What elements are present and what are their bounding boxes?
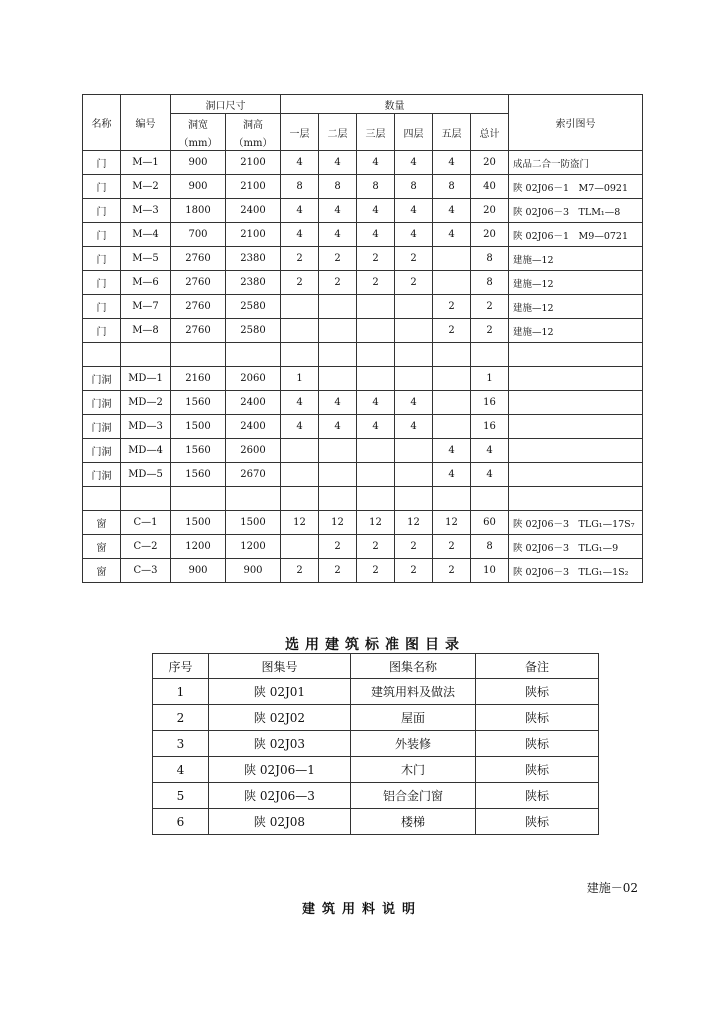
cell-w <box>171 487 226 511</box>
cell-w: 2760 <box>171 319 226 343</box>
cell-name: 门 <box>83 247 121 271</box>
table-row <box>83 199 643 223</box>
header-name: 名称 <box>83 95 121 151</box>
cell-total: 20 <box>471 199 509 223</box>
cell-f1 <box>281 295 319 319</box>
cell-f1: 4 <box>281 199 319 223</box>
cell-f5: 2 <box>433 535 471 559</box>
cell-f5 <box>433 487 471 511</box>
cell-code: C—3 <box>121 559 171 583</box>
cell-no: 4 <box>153 757 209 783</box>
cell-name <box>83 487 121 511</box>
cell-f1: 4 <box>281 151 319 175</box>
cell-total: 2 <box>471 295 509 319</box>
cell-h: 2580 <box>226 295 281 319</box>
cell-f2 <box>319 439 357 463</box>
cell-f3 <box>357 343 395 367</box>
cell-no: 1 <box>153 679 209 705</box>
cell-name: 窗 <box>83 535 121 559</box>
cell-f2 <box>319 367 357 391</box>
header-remark: 备注 <box>476 654 599 679</box>
table-row <box>153 731 599 757</box>
cell-h: 2580 <box>226 319 281 343</box>
cell-ref: 陕 02J06－3 TLG₁—17S₇ <box>509 511 643 535</box>
cell-w: 1560 <box>171 463 226 487</box>
standards-table-body <box>153 679 599 835</box>
cell-f2: 2 <box>319 559 357 583</box>
cell-h: 1500 <box>226 511 281 535</box>
cell-name: 门 <box>83 223 121 247</box>
cell-f3 <box>357 367 395 391</box>
table-row <box>83 511 643 535</box>
table-row <box>83 271 643 295</box>
cell-name: 窗 <box>83 559 121 583</box>
cell-h: 2060 <box>226 367 281 391</box>
cell-h <box>226 343 281 367</box>
header-floor2: 二层 <box>319 114 357 151</box>
cell-h: 2400 <box>226 391 281 415</box>
header-floor4: 四层 <box>395 114 433 151</box>
cell-code: MD—5 <box>121 463 171 487</box>
cell-f4 <box>395 487 433 511</box>
cell-remark: 陕标 <box>476 731 599 757</box>
cell-atlas-name: 外装修 <box>351 731 476 757</box>
cell-atlas-name: 铝合金门窗 <box>351 783 476 809</box>
cell-f4: 4 <box>395 223 433 247</box>
table-row <box>83 415 643 439</box>
cell-remark: 陕标 <box>476 679 599 705</box>
table-row <box>153 679 599 705</box>
cell-total: 20 <box>471 223 509 247</box>
cell-f4: 2 <box>395 247 433 271</box>
cell-f2: 12 <box>319 511 357 535</box>
cell-ref: 陕 02J06－3 TLM₁—8 <box>509 199 643 223</box>
cell-h: 2400 <box>226 199 281 223</box>
table-row <box>83 439 643 463</box>
cell-code: M—3 <box>121 199 171 223</box>
cell-f1 <box>281 319 319 343</box>
cell-total: 8 <box>471 535 509 559</box>
cell-name: 门 <box>83 271 121 295</box>
cell-f4: 4 <box>395 391 433 415</box>
cell-f2: 4 <box>319 223 357 247</box>
cell-f4: 2 <box>395 559 433 583</box>
cell-f4: 4 <box>395 199 433 223</box>
cell-total: 10 <box>471 559 509 583</box>
cell-f2 <box>319 295 357 319</box>
cell-h: 2600 <box>226 439 281 463</box>
cell-f5 <box>433 271 471 295</box>
cell-f2: 4 <box>319 199 357 223</box>
cell-f3: 4 <box>357 415 395 439</box>
cell-f1: 8 <box>281 175 319 199</box>
cell-w: 1560 <box>171 391 226 415</box>
table-row <box>83 151 643 175</box>
cell-code: C—2 <box>121 535 171 559</box>
cell-atlas-no: 陕 02J02 <box>209 705 351 731</box>
cell-f1: 4 <box>281 391 319 415</box>
header-floor3: 三层 <box>357 114 395 151</box>
cell-f5: 2 <box>433 559 471 583</box>
cell-name: 门洞 <box>83 463 121 487</box>
cell-ref <box>509 487 643 511</box>
header-serial-no: 序号 <box>153 654 209 679</box>
cell-ref <box>509 367 643 391</box>
cell-f4 <box>395 343 433 367</box>
materials-title: 建筑用料说明 <box>301 902 422 917</box>
table-row <box>83 535 643 559</box>
cell-total: 8 <box>471 271 509 295</box>
table-row <box>153 809 599 835</box>
cell-atlas-name: 屋面 <box>351 705 476 731</box>
cell-code <box>121 487 171 511</box>
cell-f5: 4 <box>433 199 471 223</box>
cell-name: 窗 <box>83 511 121 535</box>
cell-code: M—7 <box>121 295 171 319</box>
cell-total: 20 <box>471 151 509 175</box>
header-opening-size: 洞口尺寸 <box>171 95 281 114</box>
cell-f3 <box>357 295 395 319</box>
cell-code: MD—1 <box>121 367 171 391</box>
cell-name: 门 <box>83 151 121 175</box>
cell-ref <box>509 391 643 415</box>
header-atlas-name: 图集名称 <box>351 654 476 679</box>
cell-name: 门 <box>83 175 121 199</box>
cell-f2: 2 <box>319 271 357 295</box>
cell-no: 5 <box>153 783 209 809</box>
cell-name: 门洞 <box>83 367 121 391</box>
cell-f4: 4 <box>395 151 433 175</box>
cell-f1 <box>281 463 319 487</box>
cell-ref <box>509 439 643 463</box>
cell-h: 2380 <box>226 247 281 271</box>
cell-w: 2760 <box>171 247 226 271</box>
cell-f5: 2 <box>433 319 471 343</box>
cell-w: 700 <box>171 223 226 247</box>
cell-total: 8 <box>471 247 509 271</box>
door-window-table-body <box>83 151 643 583</box>
cell-total <box>471 343 509 367</box>
cell-f3: 2 <box>357 271 395 295</box>
cell-f1: 1 <box>281 367 319 391</box>
cell-f1: 2 <box>281 247 319 271</box>
cell-f5: 12 <box>433 511 471 535</box>
cell-remark: 陕标 <box>476 757 599 783</box>
cell-total: 16 <box>471 415 509 439</box>
cell-w: 1500 <box>171 415 226 439</box>
cell-f1: 4 <box>281 415 319 439</box>
table-row <box>83 391 643 415</box>
header-height-unit: （mm） <box>226 132 281 151</box>
cell-total: 1 <box>471 367 509 391</box>
cell-f1: 12 <box>281 511 319 535</box>
cell-w: 900 <box>171 559 226 583</box>
cell-atlas-no: 陕 02J03 <box>209 731 351 757</box>
cell-ref <box>509 343 643 367</box>
cell-code: C—1 <box>121 511 171 535</box>
cell-w: 1500 <box>171 511 226 535</box>
header-floor1: 一层 <box>281 114 319 151</box>
cell-atlas-no: 陕 02J01 <box>209 679 351 705</box>
cell-f4: 8 <box>395 175 433 199</box>
cell-f3 <box>357 439 395 463</box>
header-height: 洞高 <box>226 114 281 133</box>
cell-f2 <box>319 487 357 511</box>
cell-code: M—8 <box>121 319 171 343</box>
table-row <box>83 319 643 343</box>
cell-atlas-no: 陕 02J08 <box>209 809 351 835</box>
cell-f4: 12 <box>395 511 433 535</box>
cell-name: 门洞 <box>83 391 121 415</box>
cell-f5 <box>433 343 471 367</box>
standards-table <box>152 653 599 835</box>
cell-w <box>171 343 226 367</box>
cell-ref: 成品二合一防盗门 <box>509 151 643 175</box>
header-quantity: 数量 <box>281 95 509 114</box>
header-width: 洞宽 <box>171 114 226 133</box>
cell-h: 2100 <box>226 151 281 175</box>
cell-w: 2160 <box>171 367 226 391</box>
cell-f2 <box>319 319 357 343</box>
cell-f3: 4 <box>357 199 395 223</box>
cell-w: 1800 <box>171 199 226 223</box>
cell-name: 门洞 <box>83 415 121 439</box>
cell-remark: 陕标 <box>476 783 599 809</box>
table-row <box>153 705 599 731</box>
cell-ref: 建施—12 <box>509 247 643 271</box>
cell-f5 <box>433 415 471 439</box>
cell-f1 <box>281 343 319 367</box>
standards-title: 选用建筑标准图目录 <box>285 637 465 653</box>
cell-f3: 4 <box>357 223 395 247</box>
cell-atlas-name: 楼梯 <box>351 809 476 835</box>
cell-no: 6 <box>153 809 209 835</box>
cell-w: 900 <box>171 175 226 199</box>
cell-total: 4 <box>471 439 509 463</box>
cell-total <box>471 487 509 511</box>
cell-f5: 4 <box>433 439 471 463</box>
cell-ref: 建施—12 <box>509 319 643 343</box>
cell-f3: 8 <box>357 175 395 199</box>
cell-h: 2380 <box>226 271 281 295</box>
cell-h: 2400 <box>226 415 281 439</box>
cell-f5: 4 <box>433 463 471 487</box>
cell-f2: 4 <box>319 415 357 439</box>
cell-ref <box>509 463 643 487</box>
cell-f4: 4 <box>395 415 433 439</box>
cell-name <box>83 343 121 367</box>
cell-f2: 4 <box>319 391 357 415</box>
table-row <box>83 295 643 319</box>
cell-h <box>226 487 281 511</box>
cell-f5 <box>433 247 471 271</box>
cell-total: 60 <box>471 511 509 535</box>
cell-code: MD—2 <box>121 391 171 415</box>
cell-f4 <box>395 295 433 319</box>
table-row <box>83 487 643 511</box>
cell-ref: 陕 02J06－1 M7—0921 <box>509 175 643 199</box>
table-row <box>83 559 643 583</box>
cell-w: 900 <box>171 151 226 175</box>
cell-no: 2 <box>153 705 209 731</box>
cell-ref: 建施—12 <box>509 295 643 319</box>
cell-w: 1200 <box>171 535 226 559</box>
table-row <box>153 757 599 783</box>
cell-code: MD—4 <box>121 439 171 463</box>
cell-remark: 陕标 <box>476 705 599 731</box>
cell-f1: 4 <box>281 223 319 247</box>
cell-atlas-name: 建筑用料及做法 <box>351 679 476 705</box>
cell-code: MD—3 <box>121 415 171 439</box>
cell-h: 2670 <box>226 463 281 487</box>
door-window-schedule-table <box>82 94 643 583</box>
header-floor5: 五层 <box>433 114 471 151</box>
cell-name: 门 <box>83 319 121 343</box>
cell-f4 <box>395 463 433 487</box>
cell-name: 门 <box>83 295 121 319</box>
cell-total: 40 <box>471 175 509 199</box>
header-ref: 索引图号 <box>509 95 643 151</box>
cell-f1 <box>281 535 319 559</box>
header-total: 总计 <box>471 114 509 151</box>
header-atlas-no: 图集号 <box>209 654 351 679</box>
cell-atlas-name: 木门 <box>351 757 476 783</box>
cell-atlas-no: 陕 02J06—3 <box>209 783 351 809</box>
cell-f4: 2 <box>395 271 433 295</box>
cell-f4 <box>395 319 433 343</box>
table-row <box>83 367 643 391</box>
cell-code: M—5 <box>121 247 171 271</box>
cell-ref: 建施—12 <box>509 271 643 295</box>
cell-name: 门 <box>83 199 121 223</box>
cell-f2: 2 <box>319 535 357 559</box>
cell-w: 1560 <box>171 439 226 463</box>
cell-w: 2760 <box>171 295 226 319</box>
cell-code: M—2 <box>121 175 171 199</box>
cell-f5: 4 <box>433 223 471 247</box>
cell-total: 2 <box>471 319 509 343</box>
cell-f2 <box>319 463 357 487</box>
cell-h: 2100 <box>226 175 281 199</box>
cell-f3 <box>357 319 395 343</box>
cell-f1: 2 <box>281 559 319 583</box>
cell-f2: 4 <box>319 151 357 175</box>
cell-h: 2100 <box>226 223 281 247</box>
cell-no: 3 <box>153 731 209 757</box>
cell-name: 门洞 <box>83 439 121 463</box>
cell-ref: 陕 02J06－3 TLG₁—9 <box>509 535 643 559</box>
cell-f2: 8 <box>319 175 357 199</box>
cell-f1 <box>281 439 319 463</box>
cell-f4 <box>395 367 433 391</box>
cell-f3: 2 <box>357 559 395 583</box>
cell-f2 <box>319 343 357 367</box>
cell-code <box>121 343 171 367</box>
table-row <box>153 783 599 809</box>
cell-atlas-no: 陕 02J06—1 <box>209 757 351 783</box>
cell-ref: 陕 02J06－1 M9—0721 <box>509 223 643 247</box>
cell-f3: 12 <box>357 511 395 535</box>
cell-f5: 8 <box>433 175 471 199</box>
cell-code: M—1 <box>121 151 171 175</box>
cell-code: M—4 <box>121 223 171 247</box>
table-row <box>83 463 643 487</box>
cell-f5: 2 <box>433 295 471 319</box>
cell-f2: 2 <box>319 247 357 271</box>
cell-f1 <box>281 487 319 511</box>
cell-f3: 2 <box>357 247 395 271</box>
cell-code: M—6 <box>121 271 171 295</box>
cell-h: 1200 <box>226 535 281 559</box>
cell-f3: 2 <box>357 535 395 559</box>
cell-f5 <box>433 367 471 391</box>
cell-f4 <box>395 439 433 463</box>
cell-f5 <box>433 391 471 415</box>
header-width-unit: （mm） <box>171 132 226 151</box>
table-row <box>83 175 643 199</box>
cell-ref <box>509 415 643 439</box>
cell-total: 4 <box>471 463 509 487</box>
table-row <box>83 247 643 271</box>
cell-f1: 2 <box>281 271 319 295</box>
cell-f4: 2 <box>395 535 433 559</box>
cell-f3 <box>357 463 395 487</box>
cell-f5: 4 <box>433 151 471 175</box>
cell-ref: 陕 02J06－3 TLG₁—1S₂ <box>509 559 643 583</box>
cell-f3: 4 <box>357 151 395 175</box>
cell-h: 900 <box>226 559 281 583</box>
cell-f3: 4 <box>357 391 395 415</box>
table-row <box>83 343 643 367</box>
cell-w: 2760 <box>171 271 226 295</box>
table-row <box>83 223 643 247</box>
cell-f3 <box>357 487 395 511</box>
cell-total: 16 <box>471 391 509 415</box>
cell-remark: 陕标 <box>476 809 599 835</box>
header-code: 编号 <box>121 95 171 151</box>
sheet-number: 建施－02 <box>586 881 638 895</box>
